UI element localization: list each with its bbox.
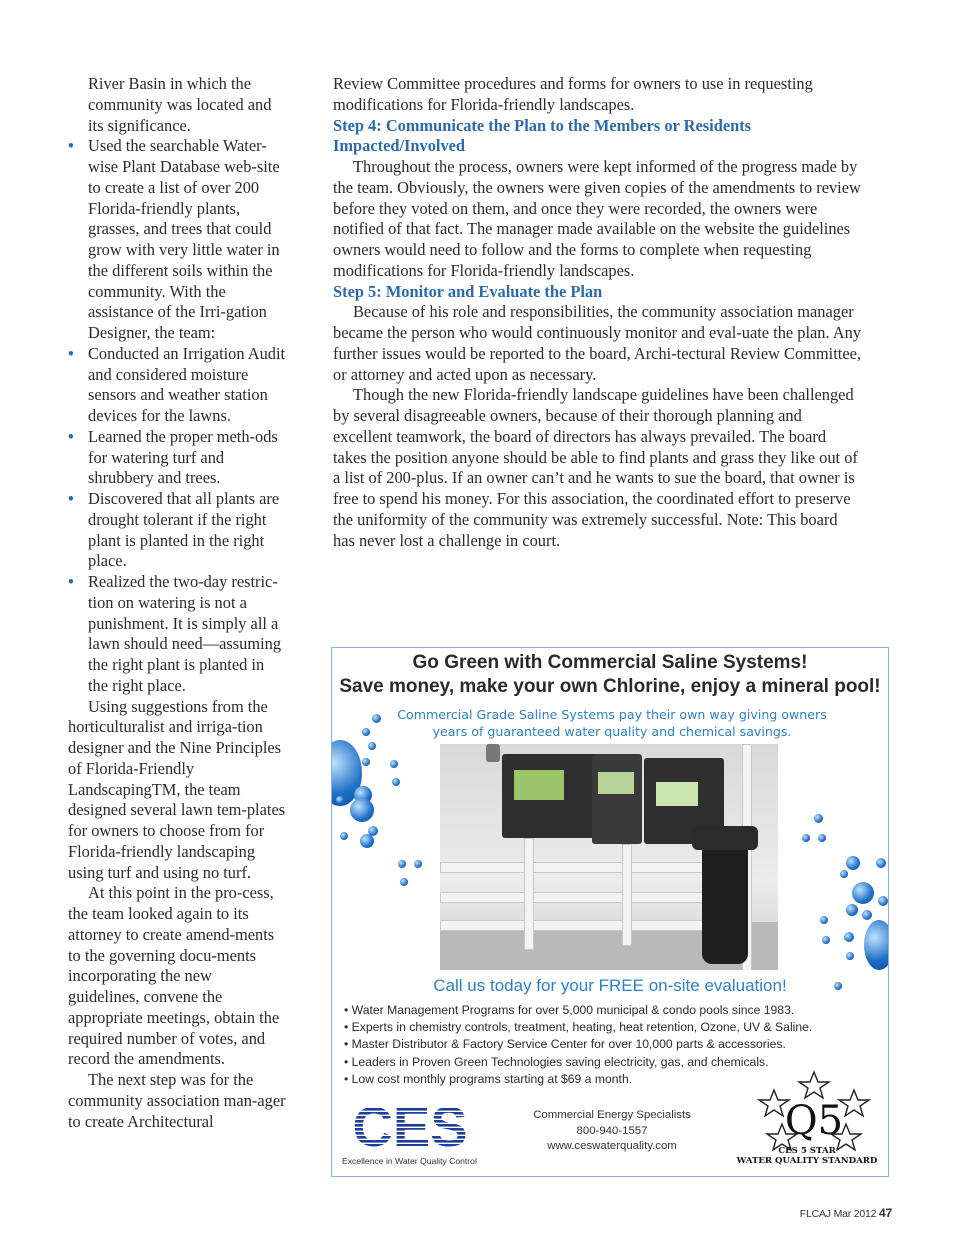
bullet-icon: • bbox=[68, 136, 74, 156]
list-item: • Discovered that all plants are drought tolerant if the right plant is planted in the right place. bbox=[68, 489, 280, 571]
step-5-heading: Step 5: Monitor and Evaluate the Plan bbox=[333, 281, 603, 301]
website-link: www.ceswaterquality.com bbox=[547, 1140, 677, 1153]
advertisement bbox=[331, 647, 889, 1177]
paragraph: Throughout the process, owners were kept informed of the progress made by the team. Obviously, the owners were given copies of the amendments to review before they voted on them, and once they were recorded, the owners were notified of that fact. The manager made available on the website the guidelines owners would need to follow and the forms to complete when requesting modifications for Florida-friendly landscapes. bbox=[333, 157, 861, 280]
ad-subhead: Commercial Grade Saline Systems pay their own way giving owners years of guaranteed water quality and chemical savings. bbox=[397, 707, 827, 739]
ad-headline: Go Green with Commercial Saline Systems! bbox=[412, 652, 808, 673]
left-column bbox=[68, 74, 286, 1132]
list-item: • Low cost monthly programs starting at $69 a month. bbox=[344, 1071, 884, 1088]
paragraph: The next step was for the community association man-ager to create Architectural bbox=[68, 1070, 286, 1131]
list-item: • Water Management Programs for over 5,000 municipal & condo pools since 1983. bbox=[344, 1002, 884, 1019]
issue-date: Mar 2012 bbox=[833, 1208, 877, 1220]
publication-name: FLCAJ bbox=[799, 1208, 831, 1220]
paragraph: Review Committee procedures and forms for owners to use in requesting modifications for Florida-friendly landscapes. bbox=[333, 74, 813, 114]
bullet-icon: • bbox=[68, 572, 74, 591]
paragraph: Because of his role and responsibilities, the community association manager became the person who would continuously monitor and eval-uate the plan. Any further issues would be reported to the board, Archi-tectural Review Committee, or attorney and acted upon as necessary. bbox=[333, 302, 862, 384]
right-column bbox=[333, 74, 863, 551]
contact-block bbox=[512, 1108, 712, 1155]
list-item: • Realized the two-day restric-tion on watering is not a punishment. It is simply all a lawn should need—assuming the right plant is planted in the right place. bbox=[68, 572, 282, 695]
bullet-icon: • bbox=[68, 489, 74, 508]
left-bullet-list bbox=[68, 136, 286, 696]
bullet-icon: • bbox=[68, 343, 74, 363]
company-name: Commercial Energy Specialists bbox=[533, 1109, 691, 1121]
page-number: 47 bbox=[879, 1206, 892, 1220]
svg-text:CES: CES bbox=[352, 1096, 468, 1156]
list-item: • Conducted an Irrigation Audit and considered moisture sensors and weather station devices for the lawns. bbox=[68, 343, 286, 425]
list-item: • Leaders in Proven Green Technologies saving electricity, gas, and chemicals. bbox=[344, 1054, 884, 1071]
paragraph: Using suggestions from the horticulturalist and irriga-tion designer and the Nine Principles of Florida-Friendly LandscapingTM, the team designed several lawn tem-plates for owners to choose from for Florida-friendly landscaping using turf and using no turf. bbox=[68, 696, 286, 882]
list-item: • Experts in chemistry controls, treatment, heating, heat retention, Ozone, UV & Saline. bbox=[344, 1019, 884, 1036]
step-4-heading: Step 4: Communicate the Plan to the Members or Residents Impacted/Involved bbox=[333, 115, 752, 156]
paragraph: At this point in the pro-cess, the team looked again to its attorney to create amend-ments to the governing docu-ments incorporating the new guidelines, convene the appropriate meetings, obtain the required number of votes, and record the amendments. bbox=[68, 883, 280, 1069]
ad-call-to-action: Call us today for your FREE on-site evaluation! bbox=[433, 976, 787, 995]
ces-logo bbox=[346, 1096, 474, 1156]
list-item: • Master Distributor & Factory Service Center for over 10,000 parts & accessories. bbox=[344, 1036, 884, 1053]
page-footer bbox=[800, 1206, 892, 1220]
list-item: • Learned the proper meth-ods for watering turf and shrubbery and trees. bbox=[68, 426, 278, 488]
q5-label: CES 5 STAR WATER QUALITY STANDARD bbox=[736, 1146, 878, 1166]
intro-line: River Basin in which the community was located and its significance. bbox=[88, 74, 272, 135]
ad-subheadline: Save money, make your own Chlorine, enjoy a mineral pool! bbox=[339, 676, 881, 697]
svg-text:Q5: Q5 bbox=[784, 1098, 844, 1144]
equipment-photo bbox=[440, 744, 778, 970]
phone-number: 800-940-1557 bbox=[576, 1124, 648, 1137]
list-item: • Used the searchable Water-wise Plant Database web-site to create a list of over 200 Florida-friendly plants, grasses, and trees that could grow with very little water in the different soils within the community. With the assistance of the Irri-gation Designer, the team: bbox=[68, 136, 280, 342]
bullet-icon: • bbox=[68, 426, 74, 446]
logo-tagline: Excellence in Water Quality Control bbox=[342, 1156, 477, 1166]
paragraph: Though the new Florida-friendly landscape guidelines have been challenged by several disagreeable owners, because of their thorough planning and excellent teamwork, the board of directors has always prevailed. The board takes the position anyone should be able to find plants and grass they like out of a list of 200-plus. If an owner can’t and he wants to sue the board, that owner is free to spend his money. For this association, the coordinated effort to preserve the uniformity of the community was extremely successful. Note: This board has never lost a challenge in court. bbox=[333, 385, 858, 550]
